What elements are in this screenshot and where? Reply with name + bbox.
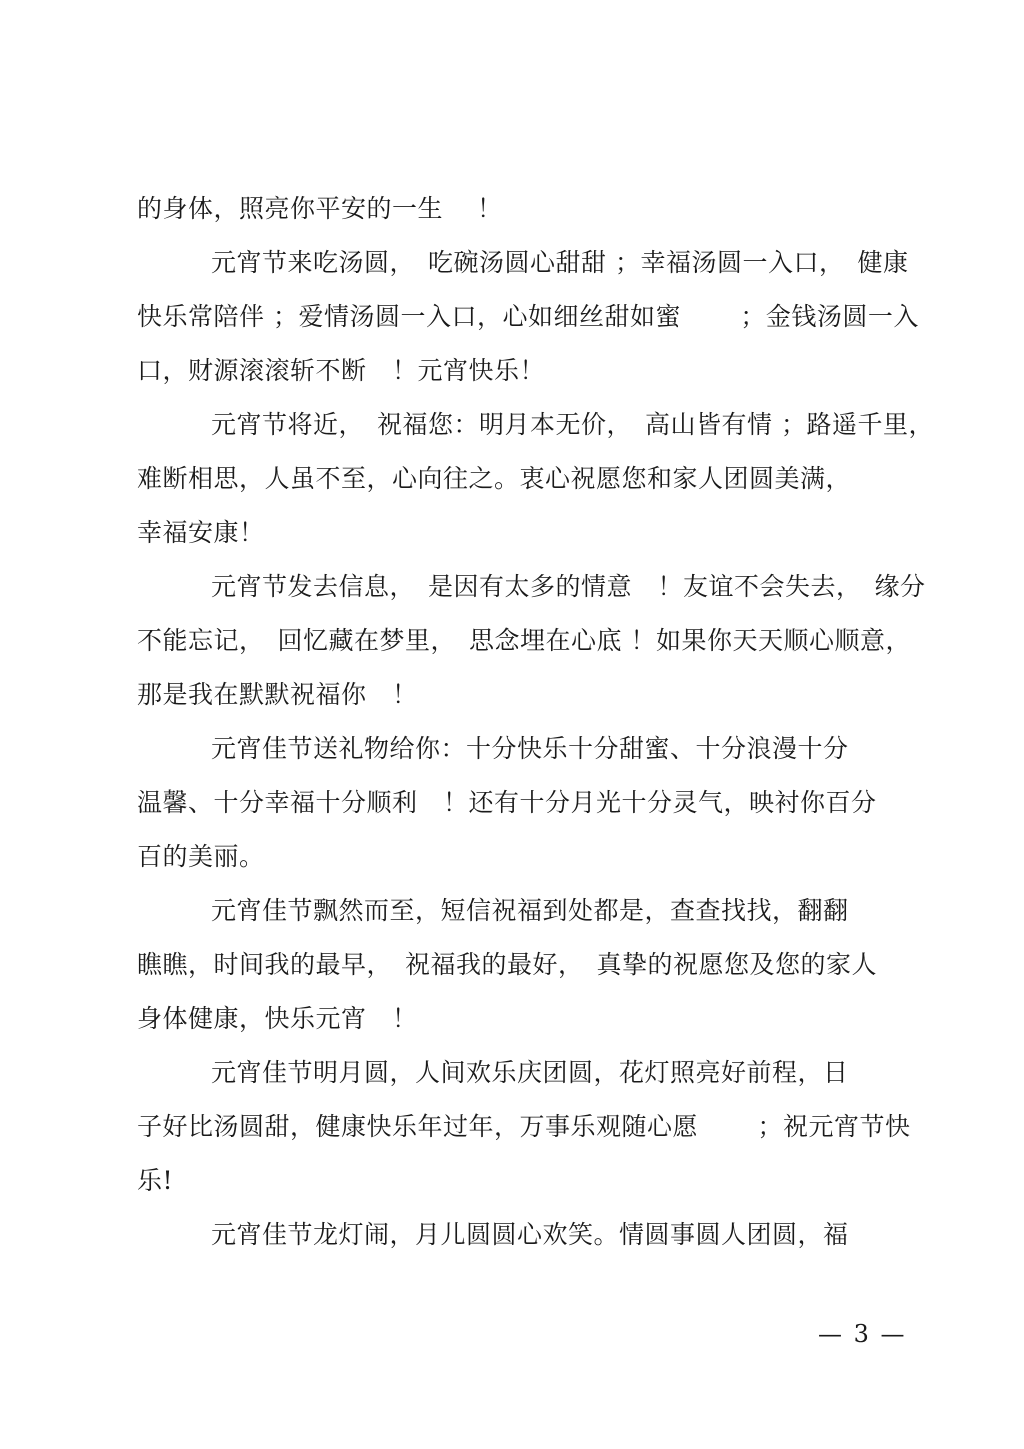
text-line: 那是我在默默祝福你 ！ — [137, 680, 418, 709]
text-line: 的身体，照亮你平安的一生 ！ — [137, 194, 503, 223]
paragraph-first-line: 元宵节来吃汤圆， 吃碗汤圆心甜甜 ；幸福汤圆一入口， 健康 — [211, 248, 909, 277]
text-line: 百的美丽。 — [137, 842, 265, 871]
paragraph-first-line: 元宵佳节明月圆，人间欢乐庆团圆，花灯照亮好前程，日 — [211, 1058, 849, 1087]
paragraph-first-line: 元宵节发去信息， 是因有太多的情意 ！友谊不会失去， 缘分 — [211, 572, 926, 601]
text-line: 子好比汤圆甜，健康快乐年过年，万事乐观随心愿 ；祝元宵节快 — [137, 1112, 911, 1141]
paragraph-first-line: 元宵佳节龙灯闹，月儿圆圆心欢笑。情圆事圆人团圆，福 — [211, 1220, 849, 1249]
text-line: 不能忘记， 回忆藏在梦里， 思念埋在心底 ！如果你天天顺心顺意， — [137, 626, 911, 655]
text-line: 身体健康，快乐元宵 ！ — [137, 1004, 418, 1033]
paragraph-first-line: 元宵佳节送礼物给你：十分快乐十分甜蜜、十分浪漫十分 — [211, 734, 849, 763]
text-line: 幸福安康！ — [137, 518, 265, 547]
text-line: 快乐常陪伴 ；爱情汤圆一入口，心如细丝甜如蜜 ；金钱汤圆一入 — [137, 302, 919, 331]
paragraph-first-line: 元宵佳节飘然而至，短信祝福到处都是，查查找找，翻翻 — [211, 896, 849, 925]
text-line: 瞧瞧，时间我的最早， 祝福我的最好， 真挚的祝愿您及您的家人 — [137, 950, 878, 979]
page-number: — 3 — — [818, 1320, 907, 1348]
text-line: 口，财源滚滚斩不断 ！元宵快乐！ — [137, 356, 546, 385]
text-line: 温馨、十分幸福十分顺利 ！还有十分月光十分灵气，映衬你百分 — [137, 788, 877, 817]
paragraph-first-line: 元宵节将近， 祝福您：明月本无价， 高山皆有情 ；路遥千里， — [211, 410, 934, 439]
text-line: 乐! — [137, 1166, 174, 1195]
text-line: 难断相思，人虽不至，心向往之。衷心祝愿您和家人团圆美满， — [137, 464, 852, 493]
